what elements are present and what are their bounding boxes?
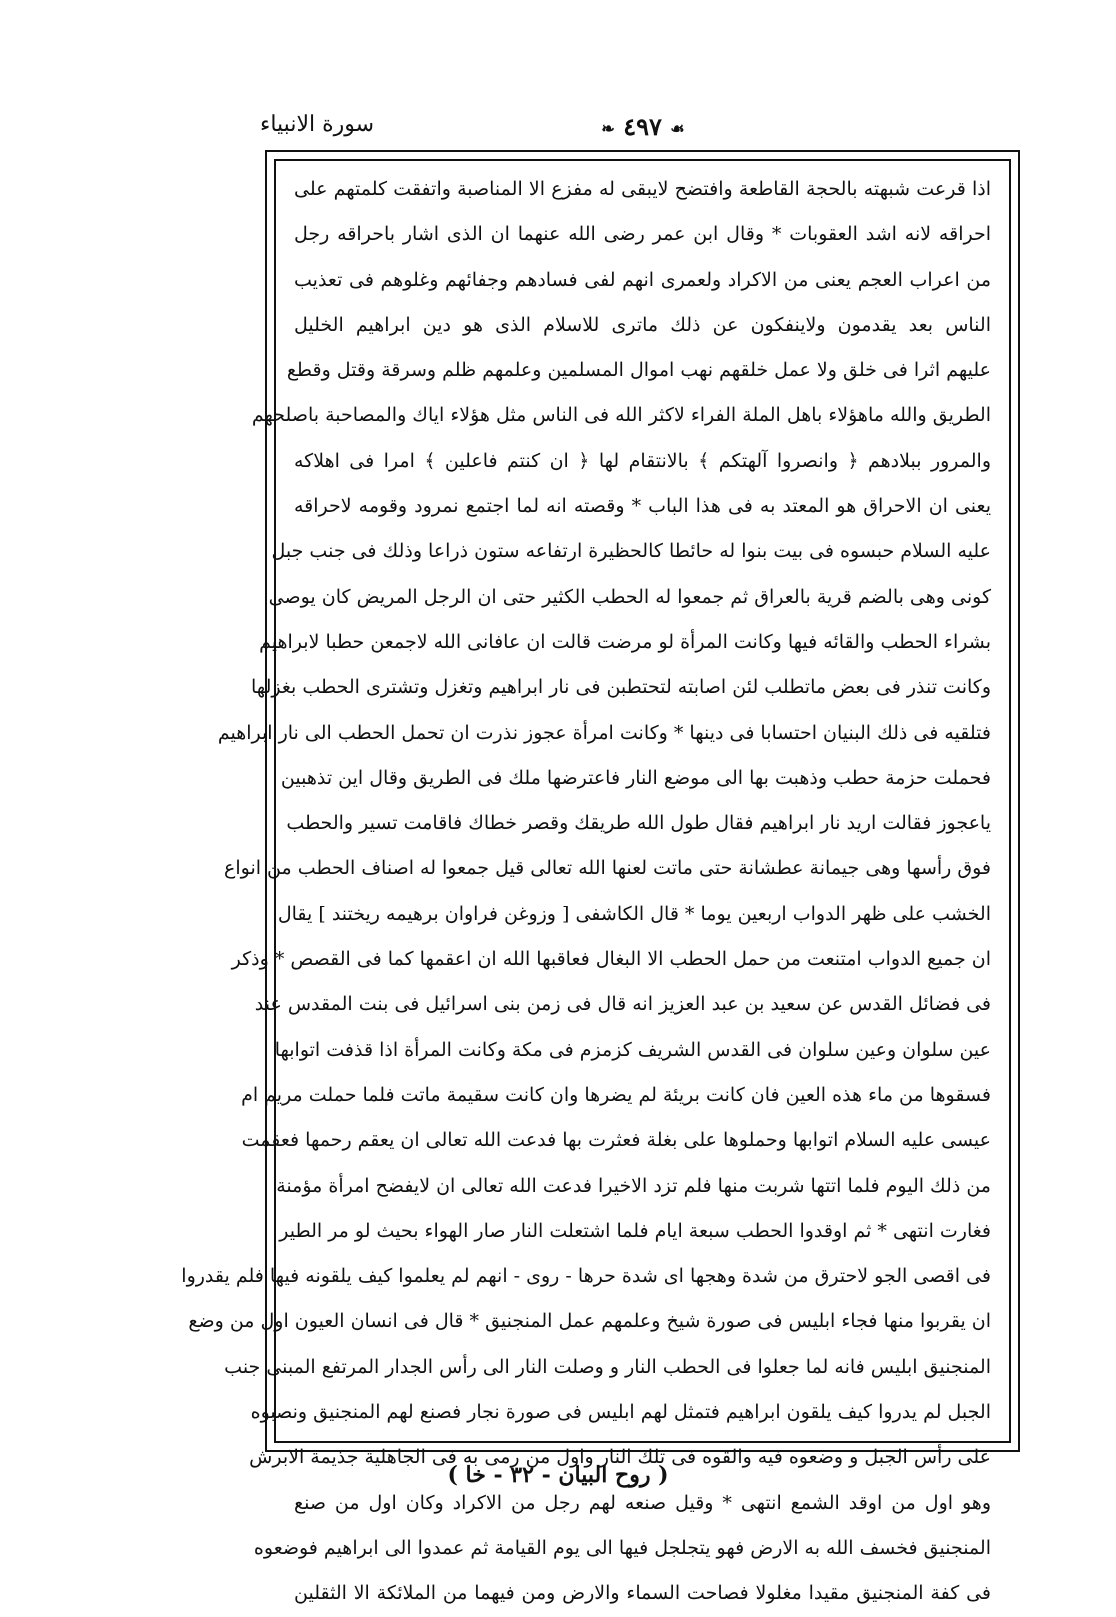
- surah-title: سورة الانبياء: [260, 112, 375, 137]
- text-line: فوق رأسها وهى جيمانة عطشانة حتى ماتت لعنها الله تعالى قيل جمعوا له اصناف الحطب من انواع: [224, 857, 991, 880]
- text-line: فحملت حزمة حطب وذهبت بها الى موضع النار فاعترضها ملك فى الطريق وقال اين تذهبين: [280, 766, 991, 789]
- text-line: من ذلك اليوم فلما اتتها شربت منها فلم تزد الاخيرا فدعت الله تعالى ان لايفضح امرأة مؤمنة: [276, 1174, 991, 1197]
- left-ornament-icon: ❧: [601, 119, 615, 138]
- text-line: ان جميع الدواب امتنعت من حمل الحطب الا البغال فعاقبها الله ان اعقمها كما فى القصص * وذكر: [231, 948, 991, 971]
- text-line: وهو اول من اوقد الشمع انتهى * وقيل صنعه لهم رجل من الاكراد وكان اول من صنع: [294, 1491, 991, 1514]
- text-line: يعنى ان الاحراق هو المعتد به فى هذا الباب * وقصته انه لما اجتمع نمرود وقومه لاحراقه: [294, 495, 991, 518]
- text-line: احراقه لانه اشد العقوبات * وقال ابن عمر رضى الله عنهما ان الذى اشار باحراقه رجل: [294, 223, 991, 246]
- page-number: [578, 112, 708, 141]
- text-line: فى فضائل القدس عن سعيد بن عبد العزيز انه قال فى زمن بنى اسرائيل فى بنت المقدس عند: [254, 993, 991, 1016]
- text-line: كونى وهى بالضم قرية بالعراق ثم جمعوا له الحطب الكثير حتى ان الرجل المريض كان يوصى: [268, 585, 991, 608]
- text-line: الجبل لم يدروا كيف يلقون ابراهيم فتمثل لهم ابليس فى صورة نجار فصنع لهم المنجنيق ونصبوه: [250, 1401, 991, 1424]
- text-line: وكانت تنذر فى بعض ماتطلب لئن اصابته لتحتطبن فى نار ابراهيم وتغزل وتشترى الحطب بغزلها: [251, 676, 991, 699]
- body-text: [181, 167, 991, 1617]
- text-line: عين سلوان وعين سلوان فى القدس الشريف كزمزم فى مكة وكانت المرأة اذا قذفت اتوابها: [274, 1038, 991, 1061]
- page-number-value: ٤٩٧: [623, 112, 662, 141]
- text-line: عليهم اثرا فى خلق ولا عمل خلقهم نهب اموال المسلمين وعلمهم ظلم وسرقة وقتل وقطع: [286, 359, 991, 382]
- text-line: الطريق والله ماهؤلاء باهل الملة الفراء لاكثر الله فى الناس مثل هؤلاء اياك والمصاحبة باصلحهم: [251, 404, 991, 427]
- text-line: فتلقيه فى ذلك البنيان احتسابا فى دينها * وكانت امرأة عجوز نذرت ان تحمل الحطب الى نار ابراهيم: [217, 721, 991, 744]
- page-header: [260, 112, 1020, 148]
- text-line: ان يقربوا منها فجاء ابليس فى صورة شيخ وعلمهم عمل المنجنيق * قال فى انسان العيون اول من وضع: [188, 1310, 991, 1333]
- right-ornament-icon: ☙: [670, 119, 685, 138]
- text-line: المنجنيق ابليس فانه لما جعلوا فى الحطب النار و وصلت النار الى رأس الجدار المرتفع المبنى جنب: [224, 1355, 991, 1378]
- text-line: اذا قرعت شبهته بالحجة القاطعة وافتضح لايبقى له مفزع الا المناصبة واتفقت كلمتهم على: [294, 178, 991, 200]
- text-line: عليه السلام حبسوه فى بيت بنوا له حائطا كالحظيرة ارتفاعه ستون ذراعا وذلك فى جنب جبل: [271, 540, 991, 563]
- text-line: فسقوها من ماء هذه العين فان كانت بريئة لم يضرها وان كانت سقيمة ماتت فلما حملت مريم ام: [241, 1083, 991, 1106]
- text-line: فغارت انتهى * ثم اوقدوا الحطب سبعة ايام فلما اشتعلت النار صار الهواء بحيث لو مر الطير: [279, 1219, 991, 1242]
- text-line: الخشب على ظهر الدواب اربعين يوما * قال الكاشفى [ وزوغن فراوان برهيمه ريختند ] يقال: [277, 902, 991, 925]
- text-line: فى كفة المنجنيق مقيدا مغلولا فصاحت السماء والارض ومن فيهما من الملائكة الا الثقلين: [294, 1582, 991, 1605]
- text-line: عيسى عليه السلام اتوابها وحملوها على بغلة فعثرت بها فدعت الله تعالى ان يعقم رحمها فعقمت: [241, 1129, 991, 1152]
- text-line: فى اقصى الجو لاحترق من شدة وهجها اى شدة حرها - روى - انهم لم يعلموا كيف يلقونه فيها فلم يقدروا: [181, 1265, 991, 1288]
- text-line: المنجنيق فخسف الله به الارض فهو يتجلجل فيها الى يوم القيامة ثم عمدوا الى ابراهيم فوضعوه: [253, 1536, 991, 1559]
- text-line: ياعجوز فقالت اريد نار ابراهيم فقال طول الله طريقك وقصر خطاك فاقامت تسير والحطب: [286, 812, 991, 835]
- text-line: والمرور ببلادهم ﴿ وانصروا آلهتكم ﴾ بالانتقام لها ﴿ ان كنتم فاعلين ﴾ امرا فى اهلاكه: [294, 449, 991, 472]
- text-line: من اعراب العجم يعنى من الاكراد ولعمرى انهم لفى فسادهم وجفائهم وغلوهم فى تعذيب: [294, 268, 991, 291]
- text-line: على رأس الجبل و وضعوه فيه والقوه فى تلك النار واول من رمى به فى الجاهلية جذيمة الابرش: [249, 1446, 991, 1469]
- text-line: بشراء الحطب والقائه فيها وكانت المرأة لو مرضت قالت ان عافانى الله لاجمعن حطبا لابراهيم: [259, 630, 991, 653]
- footer-signature: ( روح البيان - ٣٢ - خا ): [447, 1462, 669, 1488]
- text-line: الناس بعد يقدمون ولاينفكون عن ذلك ماترى للاسلام الذى هو دين ابراهيم الخليل: [294, 313, 991, 336]
